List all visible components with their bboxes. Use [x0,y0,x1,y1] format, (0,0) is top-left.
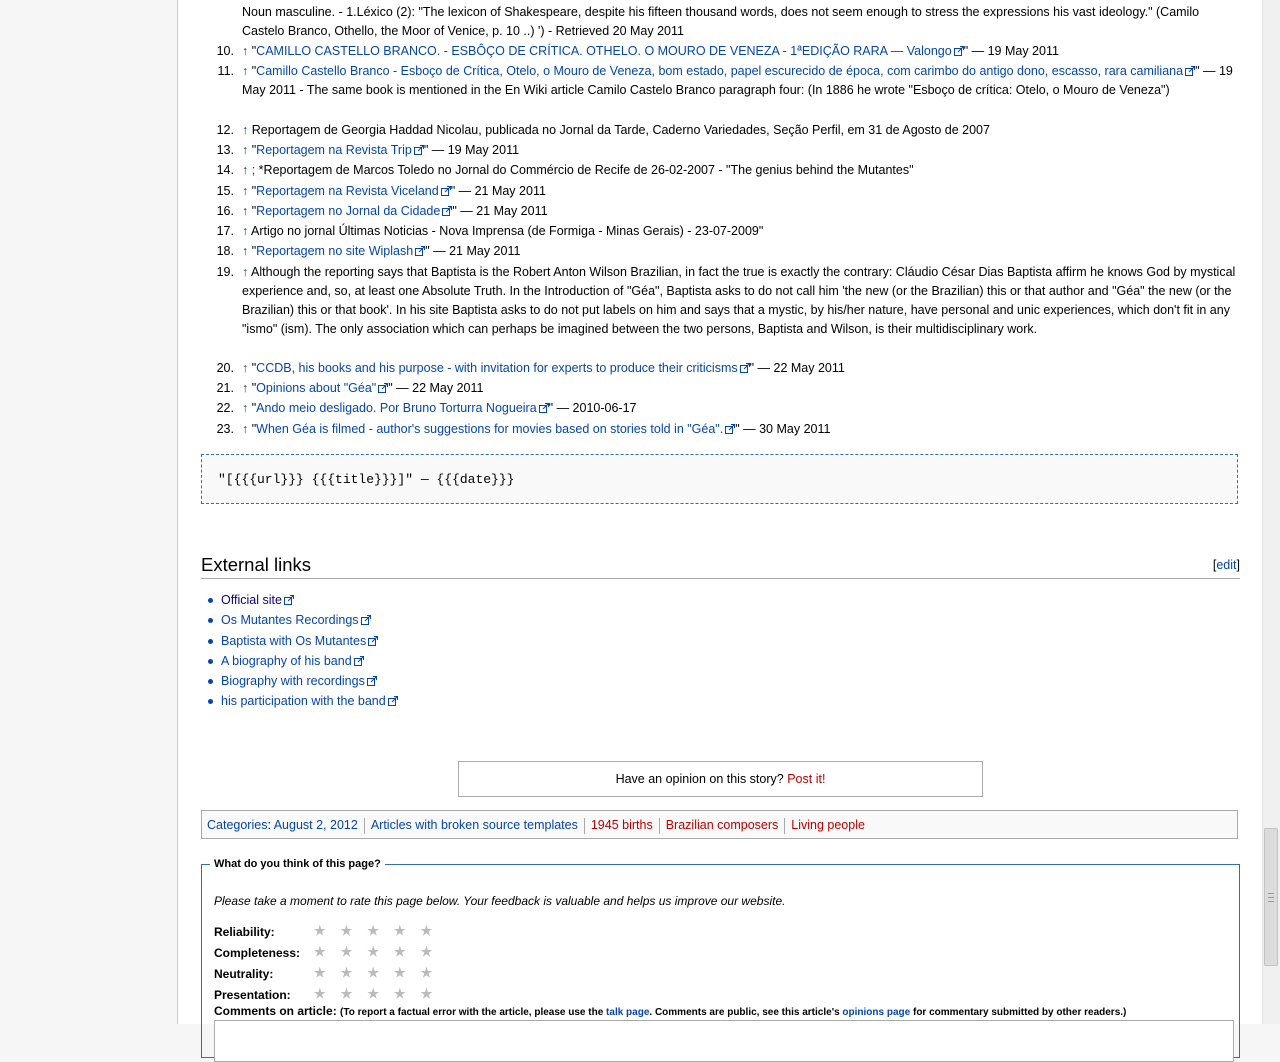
reference-text: " — 21 May 2011 [425,244,521,258]
backlink-arrow[interactable]: ↑ [242,224,249,238]
reference-text: " [248,204,257,218]
external-link[interactable]: Biography with recordings [221,674,365,689]
reference-text: Noun masculine. - 1.Léxico (2): "The lexicon of Shakespeare, despite his fifteen thousand words, does not seem enough to stress the expressions his vast ideology." (Camilo Castelo Branco, Othello, the Moor of Venice, p. 10 ..) ') - Retrieved 20 May 2011 [242,5,1200,38]
reference-link[interactable]: Reportagem no site Wiplash [256,244,414,258]
category-link[interactable]: Living people [791,818,865,832]
reference-link[interactable]: Ando meio desligado. Por Bruno Torturra Nogueira [256,401,537,415]
reference-number: 22. [216,401,234,415]
external-link[interactable]: Baptista with Os Mutantes [221,633,367,648]
reference-item [201,263,1240,339]
reference-number: 23. [216,422,234,436]
backlink-arrow[interactable]: ↑ [242,143,249,157]
comments-note-part: (To report a factual error with the article, please use the [340,1007,604,1018]
star-icon[interactable]: ★ [314,944,341,959]
reference-text: Although the reporting says that Baptista is the Robert Anton Wilson Brazilian, in fact the true is exactly the contrary: Cláudio César Dias Baptista affirm he knows God by mystical experience and, so, at least one Absolute Truth. In the Introduction of "Géa", Baptista asks to do not call him 'the new (or the Brazilian) this or that author and "Géa" the new (or the Brazilian) this or that book'. In his site Baptista asks to do not put labels on him and says that a mystic, by his/her nature, have personal and unic experiences, which don't fit in any "ismo" (ism). The only association which can perhaps be imagined between the two persons, Baptista and Wilson, is their multidisciplinary work. [242,265,1236,336]
external-link-icon [442,206,452,216]
external-link-item [201,651,398,671]
rating-stars [314,923,447,939]
grip-icon [1268,893,1274,902]
reference-item [201,161,1240,180]
star-icon[interactable]: ★ [340,944,368,959]
left-panel [0,0,177,1024]
reference-item [201,62,1240,100]
vertical-scrollbar[interactable] [1262,0,1280,1024]
reference-item [201,121,1240,140]
comments-label-row [214,1004,1126,1018]
opinion-text: Have an opinion on this story? [615,772,784,786]
star-icon[interactable]: ★ [420,944,448,959]
reference-link[interactable]: Reportagem no Jornal da Cidade [256,204,441,218]
external-link-icon [539,403,549,413]
star-icon[interactable]: ★ [367,923,394,938]
external-links-heading [201,552,1240,579]
comments-note-part: for commentary submitted by other readers.) [912,1007,1127,1018]
reference-number: 12. [216,123,234,137]
rating-label: Completeness: [214,946,301,960]
reference-text: " [248,44,257,58]
reference-number: 15. [216,184,234,198]
content-area [177,0,1264,1024]
heading-text: External links [201,554,312,575]
backlink-arrow[interactable]: ↑ [242,401,249,415]
external-link-icon [725,424,735,434]
backlink-arrow[interactable]: ↑ [242,44,249,58]
rating-row [214,923,448,939]
external-links-list [201,590,398,712]
reference-text: " — 22 May 2011 [749,361,845,375]
reference-text: Reportagem de Georgia Haddad Nicolau, publicada no Jornal da Tarde, Caderno Variedades, Seção Perfil, em 31 de Agosto de 2007 [248,123,990,137]
star-icon[interactable]: ★ [393,986,421,1001]
reference-text: " [248,244,257,258]
template-code: "[{{{url}}} {{{title}}}]" — {{{date}}} [218,472,515,487]
opinions-page-link[interactable]: opinions page [842,1007,911,1018]
reference-text: " [248,422,257,436]
external-link-icon [441,186,451,196]
reference-link[interactable]: Camillo Castello Branco - Esboço de Crítica, Otelo, o Mouro de Veneza, bom estado, papel escurecido de época, com carimbo do antigo dono, escasso, rara camiliana [256,64,1184,78]
talk-page-link[interactable]: talk page [606,1007,650,1018]
rating-label: Reliability: [214,925,275,939]
category-link[interactable]: August 2, 2012 [273,818,358,832]
reference-number: 11. [217,64,234,78]
star-icon[interactable]: ★ [340,965,368,980]
reference-text: " — 19 May 2011 [423,143,520,157]
post-it-link[interactable]: Post it! [787,772,826,786]
category-link[interactable]: Articles with broken source templates [370,818,578,832]
comments-textarea[interactable] [214,1020,1234,1062]
external-link[interactable]: A biography of his band [221,653,352,668]
backlink-arrow[interactable]: ↑ [242,381,249,395]
reference-text: " — 21 May 2011 [452,204,548,218]
feedback-legend: What do you think of this page? [214,858,381,870]
comments-note [340,1007,1126,1018]
star-icon[interactable]: ★ [367,944,394,959]
rating-label: Neutrality: [214,967,274,981]
rating-row [214,986,448,1002]
external-link-icon [1185,66,1195,76]
category-separator [659,818,660,834]
rating-row [214,944,448,960]
template-code-box [201,454,1238,504]
star-icon[interactable]: ★ [393,923,421,938]
reference-text: " [248,361,257,375]
backlink-arrow[interactable]: ↑ [242,422,249,436]
backlink-arrow[interactable]: ↑ [242,123,249,137]
reference-item [201,182,1240,201]
rating-stars [314,944,447,960]
reference-item [201,202,1240,221]
reference-text: " [248,401,257,415]
external-link-item [201,590,398,610]
external-link-item [201,691,398,711]
star-icon[interactable]: ★ [340,986,368,1001]
reference-text: " — 30 May 2011 [735,422,831,436]
category-separator [364,818,365,834]
reference-text: " [248,184,257,198]
external-link-icon [368,636,378,646]
rating-stars [314,965,447,981]
reference-link[interactable]: ; [248,163,256,177]
reference-number: 20. [216,361,234,375]
reference-link[interactable]: Reportagem na Revista Trip [256,143,412,157]
categories-colon: : [267,818,274,832]
rating-row [214,965,448,981]
backlink-arrow[interactable]: ↑ [242,184,249,198]
comments-note-part: . Comments are public, see this article's [649,1007,840,1018]
reference-link[interactable]: When Géa is filmed - author's suggestions for movies based on stories told in "Géa". [256,422,724,436]
external-link-icon [367,676,377,686]
reference-text: " — 19 May 2011 [963,44,1059,58]
external-link-item [201,671,398,691]
star-icon[interactable]: ★ [340,923,368,938]
reference-number: 13. [216,143,234,157]
external-link-icon [954,46,964,56]
external-link-icon [378,383,388,393]
external-link-item [201,610,398,630]
star-icon[interactable]: ★ [420,986,448,1001]
external-link-icon [388,696,398,706]
star-icon[interactable]: ★ [367,965,394,980]
external-link[interactable]: Os Mutantes Recordings [221,613,359,628]
reference-text: *Reportagem de Marcos Toledo no Jornal do Commércio de Recife de 26-02-2007 - "The genius behind the Mutantes" [255,163,914,177]
reference-link[interactable]: Opinions about "Géa" [256,381,377,395]
rating-stars [314,986,447,1002]
reference-number: 19. [216,265,234,279]
backlink-arrow[interactable]: ↑ [242,361,249,375]
scrollbar-thumb[interactable] [1264,828,1278,966]
reference-link[interactable]: Reportagem na Revista Viceland [256,184,439,198]
external-link-icon [354,656,364,666]
reference-item [201,141,1240,160]
category-link[interactable]: 1945 births [590,818,653,832]
category-separator [584,818,585,834]
backlink-arrow[interactable]: ↑ [242,265,249,279]
backlink-arrow[interactable]: ↑ [242,244,249,258]
reference-item [201,379,1240,398]
star-icon[interactable]: ★ [393,965,421,980]
rating-label: Presentation: [214,988,291,1002]
reference-number: 17. [216,224,234,238]
external-link-icon [415,246,425,256]
reference-number: 16. [216,204,234,218]
reference-text: " [248,381,257,395]
reference-link[interactable]: CAMILLO CASTELLO BRANCO. - ESBÔÇO DE CRÍTICA. OTHELO. O MOURO DE VENEZA - 1ªEDIÇÃO RARA — Valongo [256,44,952,58]
category-separator [784,818,785,834]
reference-item [201,420,1240,439]
star-icon[interactable]: ★ [314,965,341,980]
reference-item [201,222,1240,241]
backlink-arrow[interactable]: ↑ [242,64,249,78]
star-icon[interactable]: ★ [393,944,421,959]
reference-number: 18. [216,244,234,258]
external-link-icon [414,145,424,155]
star-icon[interactable]: ★ [314,986,341,1001]
reference-text: Artigo no jornal Últimas Noticias - Nova Imprensa (de Formiga - Minas Gerais) - 23-07-2009" [248,224,764,238]
external-link-icon [740,363,750,373]
reference-number: 14. [216,163,234,177]
feedback-intro: Please take a moment to rate this page below. Your feedback is valuable and helps us improve our website. [214,894,786,908]
reference-text: " — 22 May 2011 [388,381,484,395]
reference-link[interactable]: CCDB, his books and his purpose - with invitation for experts to produce their criticisms [256,361,738,375]
external-link-icon [361,615,371,625]
external-link[interactable]: Official site [221,593,282,607]
external-link-item [201,631,398,651]
star-icon[interactable]: ★ [314,923,341,938]
edit-link[interactable]: edit [1216,558,1237,572]
reference-item [201,3,1240,41]
star-icon[interactable]: ★ [420,965,448,980]
reference-text: " — 19 May 2011 - The same book is mentioned in the En Wiki article Camilo Castelo Branco paragraph four: (In 1886 he wrote "Esboço de crítica: Otelo, o Mouro de Veneza") [242,64,1233,97]
reference-text: " — 2010-06-17 [548,401,637,415]
opinion-box [458,761,983,797]
external-link-icon [284,595,294,605]
external-link[interactable]: his participation with the band [221,694,386,709]
reference-item [201,42,1240,61]
categories-bar [201,810,1238,839]
reference-item [201,359,1240,378]
star-icon[interactable]: ★ [420,923,448,938]
reference-item [201,242,1240,261]
backlink-arrow[interactable]: ↑ [242,204,249,218]
categories-label[interactable]: Categories [207,818,268,832]
category-link[interactable]: Brazilian composers [665,818,779,832]
feedback-form [201,858,1240,1058]
star-icon[interactable]: ★ [367,986,394,1001]
backlink-arrow[interactable]: ↑ [242,163,249,177]
reference-text: " [248,64,257,78]
edit-section-link: [edit] [1212,558,1240,572]
reference-item [201,399,1240,418]
comments-label: Comments on article: [214,1004,337,1018]
reference-text: " [248,143,257,157]
reference-text: " — 21 May 2011 [450,184,546,198]
reference-number: 10. [216,44,234,58]
reference-number: 21. [216,381,234,395]
